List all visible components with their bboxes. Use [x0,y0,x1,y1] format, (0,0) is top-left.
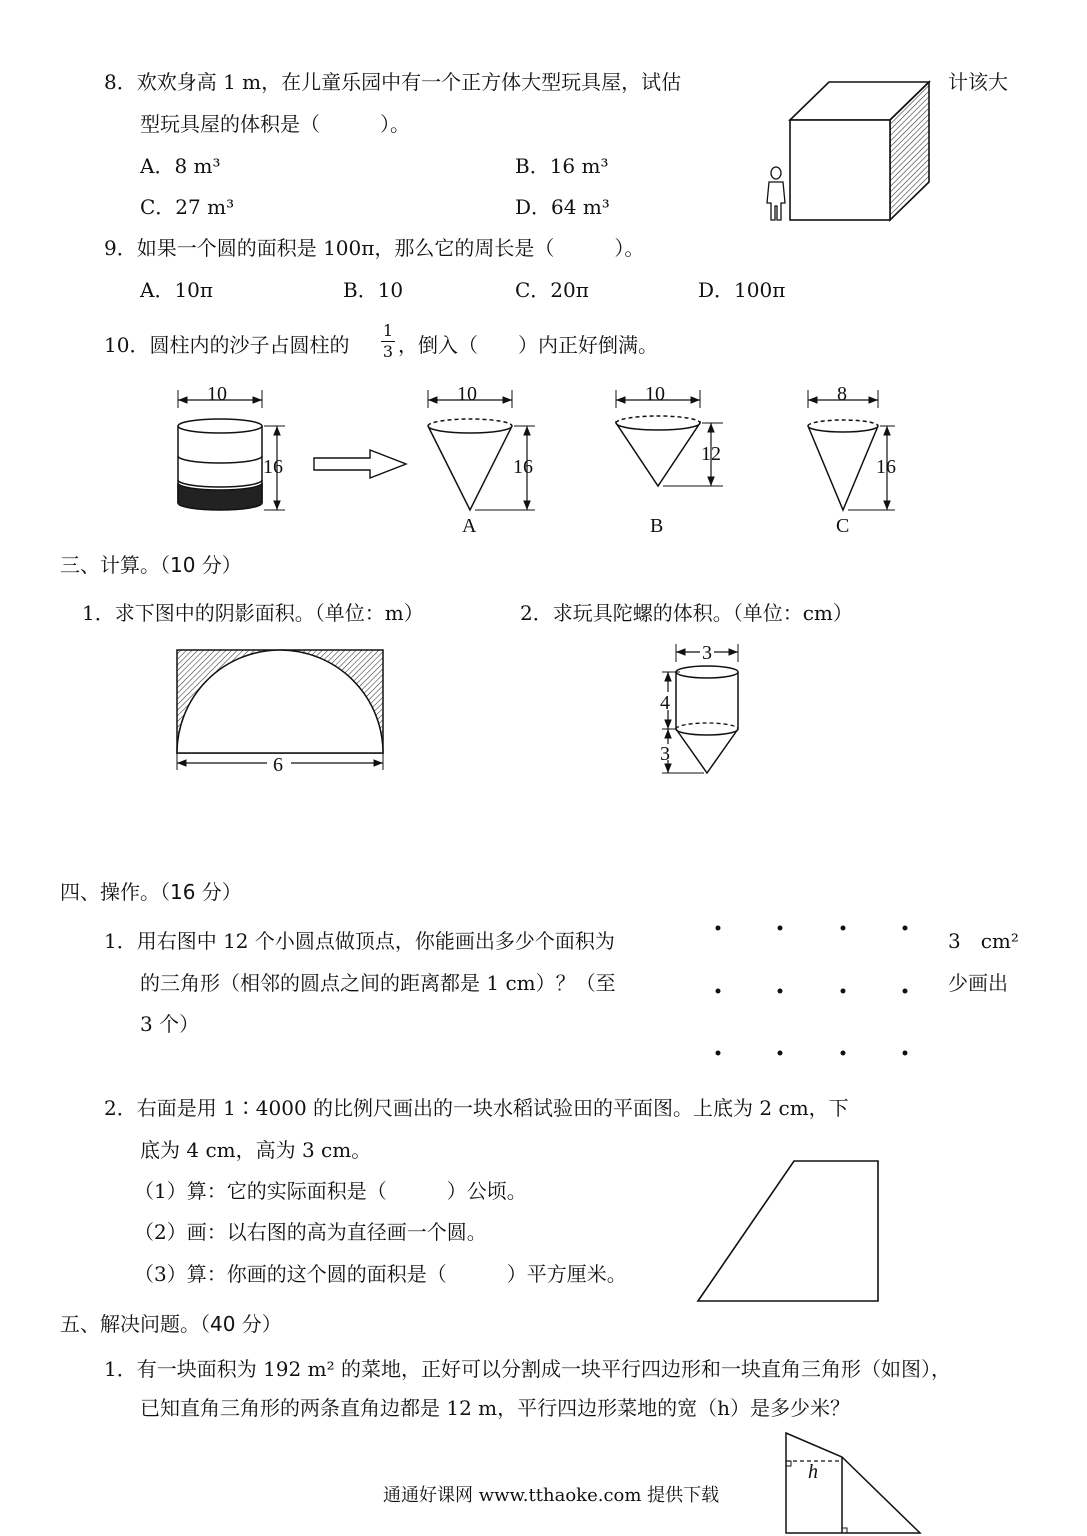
cone-c [808,390,895,510]
s4-p2-line1: 2．右面是用 1∶4000 的比例尺画出的一块水稻试验田的平面图。上底为 2 cm，下 [104,1096,849,1120]
q10-text-a: 10．圆柱内的沙子占圆柱的 [104,333,350,357]
footer-credit: 通通好课网 www.tthaoke.com 提供下载 [383,1485,720,1506]
cone-b-label: B [650,515,664,537]
q9-option-c: C．20π [515,278,589,302]
cube-playhouse-figure [755,78,935,228]
s4-p2-sub3: （3）算：你画的这个圆的面积是（ ）平方厘米。 [134,1262,627,1286]
q9-option-b: B．10 [343,278,404,302]
s4-p1-line2: 的三角形（相邻的圆点之间的距离都是 1 cm）？（至 [140,971,616,995]
shaded-area-figure [175,650,387,775]
s4-p2-line2: 底为 4 cm，高为 3 cm。 [140,1138,372,1162]
q8-option-c: C．27 m³ [140,195,235,219]
q8-line1: 8．欢欢身高 1 m，在儿童乐园中有一个正方体大型玩具屋，试估 [104,70,682,94]
sand-cylinder [178,390,285,510]
s4-p1-line1: 1．用右图中 12 个小圆点做顶点，你能画出多少个面积为 [104,929,615,953]
section-5-heading: 五、解决问题。（40 分） [60,1312,282,1336]
cyl-h-label: 4 [660,692,670,714]
h-label: h [808,1461,818,1483]
section-3-heading: 三、计算。（10 分） [60,553,242,577]
s3-p1-text: 1．求下图中的阴影面积。（单位：m） [82,601,424,625]
s4-p1-line2-end: 少画出 [948,971,1008,995]
q10-fraction [381,322,395,361]
child-figure [767,167,785,220]
s3-p2-text: 2．求玩具陀螺的体积。（单位：cm） [520,601,853,625]
cone-a-diameter: 10 [457,383,477,405]
s4-p1-line3: 3 个） [140,1012,200,1036]
cone-b-height: 12 [701,443,721,465]
cone-c-label: C [836,515,850,537]
width-label: 6 [273,754,283,776]
q9-option-a: A．10π [140,278,214,302]
cone-h-label: 3 [660,743,670,765]
cone-a [428,390,535,510]
q8-option-a: A．8 m³ [140,154,221,178]
q10-figure [160,378,920,538]
cone-b-diameter: 10 [645,383,665,405]
q9-option-d: D．100π [698,278,786,302]
q10-text-b: ，倒入（ ）内正好倒满。 [398,333,658,357]
trapezoid-field-plan [695,1158,885,1304]
s4-p2-sub2: （2）画：以右图的高为直径画一个圆。 [134,1220,487,1244]
q8-option-d: D．64 m³ [515,195,610,219]
spinning-top-figure [652,640,752,780]
cone-a-height: 16 [513,456,533,478]
dot-grid [700,915,930,1065]
s5-p1-line2: 已知直角三角形的两条直角边都是 12 m，平行四边形菜地的宽（h）是多少米？ [140,1396,851,1420]
s4-p2-sub1: （1）算：它的实际面积是（ ）公顷。 [134,1179,527,1203]
cone-a-label: A [462,515,477,537]
fraction-denominator: 3 [382,342,394,361]
q8-option-b: B．16 m³ [515,154,609,178]
transfer-arrow [314,450,406,478]
fraction-numerator: 1 [382,321,394,340]
vegetable-plot-figure [780,1428,925,1536]
section-4-heading: 四、操作。（16 分） [60,880,242,904]
cone-c-height: 16 [876,456,896,478]
top-diameter-label: 3 [702,642,712,664]
cyl-height-label: 16 [263,456,283,478]
cyl-diameter-label: 10 [207,383,227,405]
cone-b [616,390,723,486]
q8-line1-end: 计该大 [948,70,1008,94]
q8-line2: 型玩具屋的体积是（ ）。 [140,112,410,136]
cone-c-diameter: 8 [837,383,847,405]
s5-p1-line1: 1．有一块面积为 192 m² 的菜地，正好可以分割成一块平行四边形和一块直角三角形（如图）， [104,1357,951,1381]
q9-text: 9．如果一个圆的面积是 100π，那么它的周长是（ ）。 [104,236,645,260]
s4-p1-line1-end: 3 cm² [948,929,1019,953]
